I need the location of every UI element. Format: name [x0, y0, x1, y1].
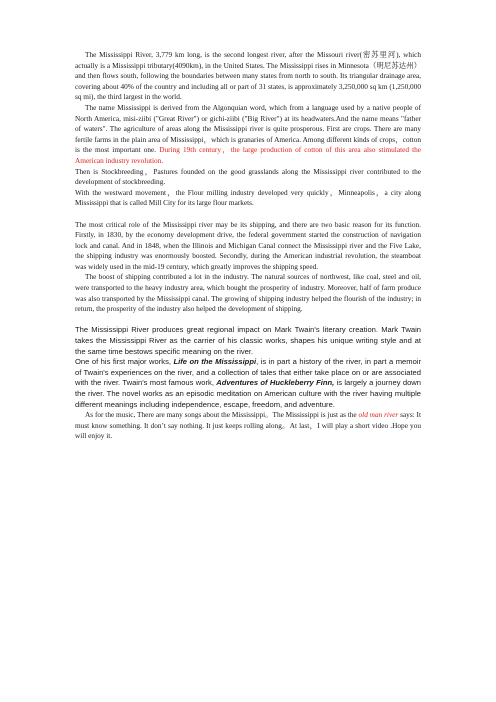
paragraph-mark-twain: The Mississippi River produces great regional impact on Mark Twain's literary creation. Mark Twain takes the Mississippi River as the carrier of his classic works, shapes his unique writing style and at the same time bestows specific meaning on the river.: [75, 325, 421, 356]
paragraph-stockbreeding: Then is Stockbreeding，Pastures founded on the good grasslands along the Mississippi river contributed to the development of stockbreeding.: [75, 166, 421, 187]
paragraph-flour-milling: With the westward movement，the Flour milling industry developed very quickly，Minneapolis，a city along Mississippi that is called Mill City for its large flour markets.: [75, 187, 421, 208]
text-music-intro: As for the music, There are many songs about the Mississippi。The Mississippi is just as the: [85, 410, 359, 420]
text-works-end: is largely a journey down the river. The novel works as an episodic meditation on American culture with the river having multiple different meanings including independence, escape, freedom, and adventure.: [75, 378, 422, 409]
paragraph-music: [75, 410, 421, 442]
blank-line: [75, 315, 421, 326]
text-works-middle: , is in part a history of the river, in part a memoir of Twain's experiences on the river, and a collection of tales that either take place on or are associated with the river. Twain's most famous work,: [75, 357, 422, 388]
text-music-end: says: It must know something. It don’t say nothing. It just keeps rolling along。At last，I will play a short video .Hope you will enjoy it.: [75, 410, 421, 441]
paragraph-name-agriculture: [75, 103, 421, 167]
book-title-life-on-the-mississippi: Life on the Mississippi: [173, 357, 257, 367]
paragraph-shipping: The most critical role of the Mississippi river may be its shipping, and there are two basic reason for its function. Firstly, in 1830, by the economy development drive, the federal government started the construction of navigation lock and canal. And in 1848, when the Illinois and Michigan Canal connect the Mississippi river and the Five Lake, the shipping industry was enormously boosted. Secondly, during the American industrial revolution, the steamboat was widely used in the mid-19 century, which greatly improves the shipping speed.: [75, 219, 421, 271]
highlight-industry-revolution: During 19th century，the large production of cotton of this area also stimulated the American industry revolution.: [75, 145, 422, 165]
paragraph-twain-works: [75, 357, 421, 410]
document-body: [75, 50, 421, 442]
book-title-huckleberry-finn: Adventures of Huckleberry Finn,: [216, 378, 335, 388]
paragraph-shipping-industry: The boost of shipping contributed a lot in the industry. The natural sources of northwest, like coal, steel and oil, were transported to the heavy industry area, which bought the prosperity of industry. Moreover, half of farm produce was also transported by the Mississippi canal. The growing of shipping industry helped the flourish of the industry; in return, the prosperity of the industry also helped the development of shipping.: [75, 272, 421, 314]
text-works-intro: One of his first major works,: [75, 357, 174, 367]
blank-line: [75, 209, 421, 220]
song-title-old-man-river: old man river: [358, 410, 399, 420]
text-agriculture: The name Mississippi is derived from the Algonquian word, which from a language used by a native people of North America, misi-ziibi ("Great River") or gichi-ziibi ("Big River") at its headwaters.And the name means "father of waters". The agriculture of areas along the Mississippi river is quite prosperous. First are crops. There are many fertile farms in the plain area of Mississippi，which is granaries of America. Among different kinds of crops，cotton is the most important one.: [75, 102, 421, 155]
paragraph-intro: The Mississippi River, 3,779 km long, is the second longest river, after the Missouri river(密苏里河), which actually is a Mississippi tributary(4090km), in the United States. The Mississippi rises in Minnesota（明尼苏达州）and then flows south, following the boundaries between many states from north to south. Its triangular drainage area, covering about 40% of the country and including all or part of 31 states, is approximately 3,250,000 sq km (1,250,000 sq mi), the third largest in the world.: [75, 50, 421, 102]
